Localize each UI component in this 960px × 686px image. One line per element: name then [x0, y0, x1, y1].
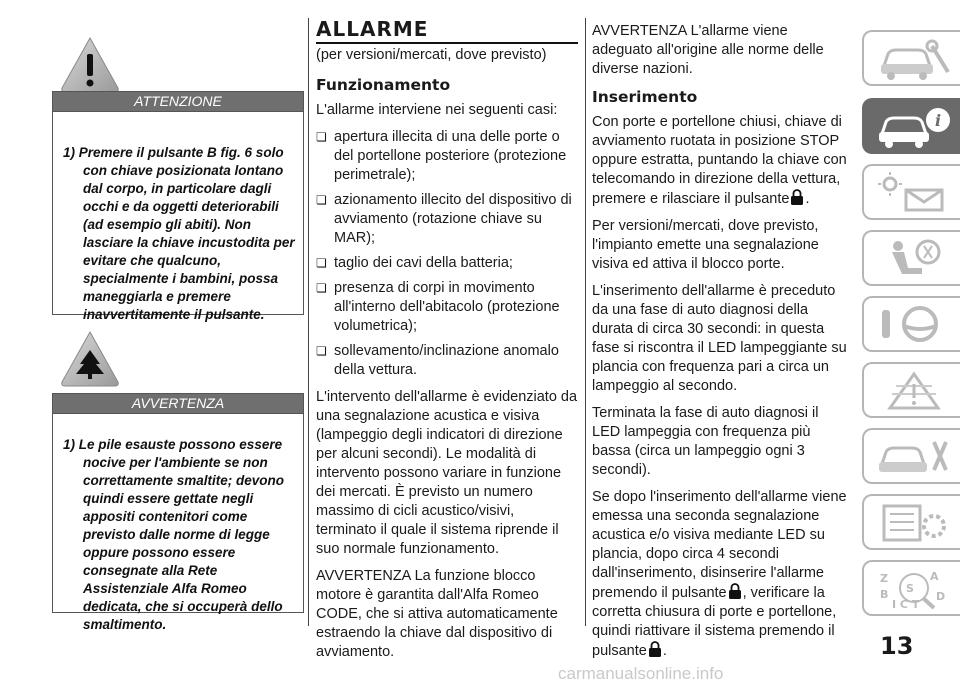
warning-lights-icon [876, 172, 952, 214]
list-item: ❏ taglio dei cavi della batteria; [316, 254, 578, 273]
alarm-section [316, 18, 578, 670]
car-wrench-icon [876, 38, 952, 80]
svg-text:Z: Z [880, 572, 888, 585]
warning-item: 1) Le pile esauste possono essere nocive per l'ambiente se non correttamente smaltite; devono quindi essere gettate negli appositi contenitori come previsto dalle norme di legge oppure possono essere consegnate alla Rete Assistenziale Alfa Romeo dedicata, che si occuperà dello smaltimento. [63, 437, 285, 632]
tab-warning-lights[interactable] [862, 164, 960, 220]
lock-icon [790, 189, 804, 205]
list-item: ❏ apertura illecita di una delle porte o del portellone posteriore (protezione perimetrale); [316, 128, 578, 185]
attention-header: ATTENZIONE [53, 92, 303, 112]
lock-icon [728, 583, 742, 599]
tab-safety[interactable] [862, 230, 960, 286]
warning-header: AVVERTENZA [53, 394, 303, 414]
list-item: ❏ sollevamento/inclinazione anomalo della vettura. [316, 342, 578, 380]
attention-box [52, 91, 304, 322]
svg-text:S: S [906, 582, 914, 595]
tab-car-maintenance[interactable] [862, 30, 960, 86]
svg-text:B: B [880, 588, 889, 601]
lock-icon [648, 641, 662, 657]
alarm-cases-list [316, 128, 578, 380]
steering-wheel-icon [876, 304, 952, 346]
section-title: ALLARME [316, 18, 578, 44]
paragraph: Per versioni/mercati, dove previsto, l'impianto emette una segnalazione visiva ed attiva il blocco porte. [592, 218, 819, 272]
emergency-triangle-icon [876, 370, 952, 412]
tab-index[interactable] [862, 560, 960, 616]
list-item: ❏ presenza di corpi in movimento all'interno dell'abitacolo (protezione volumetrica); [316, 279, 578, 336]
environment-triangle-icon [58, 326, 122, 390]
arming-heading: Inserimento [592, 88, 698, 106]
paragraph-text: , verificare la corretta chiusura di porte e portellone, quindi riattivare il sistema premendo il pulsante [592, 585, 837, 659]
operation-heading: Funzionamento [316, 76, 451, 94]
car-info-icon [876, 106, 952, 148]
paragraph [592, 113, 848, 209]
paragraph: AVVERTENZA La funzione blocco motore è garantita dall'Alfa Romeo CODE, che si attiva automaticamente estraendo la chiave dal dispositivo di avviamento. [316, 568, 558, 660]
svg-text:A: A [930, 570, 939, 583]
list-item: ❏ azionamento illecito del dispositivo di avviamento (rotazione chiave su MAR); [316, 191, 578, 248]
paragraph: L'intervento dell'allarme è evidenziato da una segnalazione acustica e visiva (lampeggio degli indicatori di direzione per alcuni secondi). Le modalità di intervento possono variare in funzione dei mercati. È previsto un numero massimo di cicli acustico/visivi, terminato il quale il sistema riprende il suo normale funzionamento. [316, 389, 578, 557]
svg-text:i: i [934, 111, 942, 130]
arming-section [592, 22, 848, 669]
column-divider [585, 18, 586, 626]
svg-text:D: D [936, 590, 946, 603]
specs-list-icon [876, 502, 952, 544]
paragraph: AVVERTENZA L'allarme viene adeguato all'origine alle norme delle diverse nazioni. [592, 23, 824, 77]
tab-emergency[interactable] [862, 362, 960, 418]
intro-text: L'allarme interviene nei seguenti casi: [316, 102, 558, 118]
danger-triangle-icon [58, 32, 122, 96]
svg-text:I C T: I C T [892, 598, 920, 610]
watermark: carmanualsonline.info [558, 664, 724, 683]
warning-box [52, 393, 304, 632]
paragraph [592, 488, 848, 661]
tab-technical-data[interactable] [862, 494, 960, 550]
car-tools-icon [876, 436, 952, 478]
column-divider [308, 18, 309, 626]
airbag-seat-icon [876, 238, 952, 280]
tab-car-info[interactable] [862, 98, 960, 154]
paragraph-text: . [662, 643, 667, 659]
attention-item: 1) Premere il pulsante B fig. 6 solo con chiave posizionata lontano dal corpo, in particolare dagli occhi e da oggetti deteriorabili (ad esempio gli abiti). Non lasciare la chiave incustodita per evitare che qualcuno, specialmente i bambini, possa maneggiarla e premere inavvertitamente il pulsante. [63, 145, 295, 322]
tab-starting-driving[interactable] [862, 296, 960, 352]
tab-maintenance[interactable] [862, 428, 960, 484]
paragraph: L'inserimento dell'allarme è preceduto da una fase di auto diagnosi della durata di circa 30 secondi: in questa fase si riscontra il LED lampeggiante su plancia con frequenza pari a circa un lampeggio al secondo. [592, 283, 847, 394]
section-subtitle: (per versioni/mercati, dove previsto) [316, 47, 547, 63]
paragraph: Terminata la fase di auto diagnosi il LED lampeggia con frequenza più bassa (circa un lampeggio ogni 3 secondi). [592, 405, 819, 478]
page-number: 13 [880, 632, 914, 660]
paragraph-text: Con porte e portellone chiusi, chiave di avviamento ruotata in posizione STOP oppure estratta, puntando la chiave con telecomando in direzione della vettura, premere e rilasciare il pulsante [592, 114, 847, 207]
alphabet-index-icon [876, 568, 952, 610]
paragraph-text: . [805, 191, 810, 207]
paragraph-text: Se dopo l'inserimento dell'allarme viene emessa una seconda segnalazione acustica e/o visiva mediante LED su plancia, dopo circa 4 secondi dall'inserimento, disinserire l'allarme premendo il pulsante [592, 489, 847, 601]
